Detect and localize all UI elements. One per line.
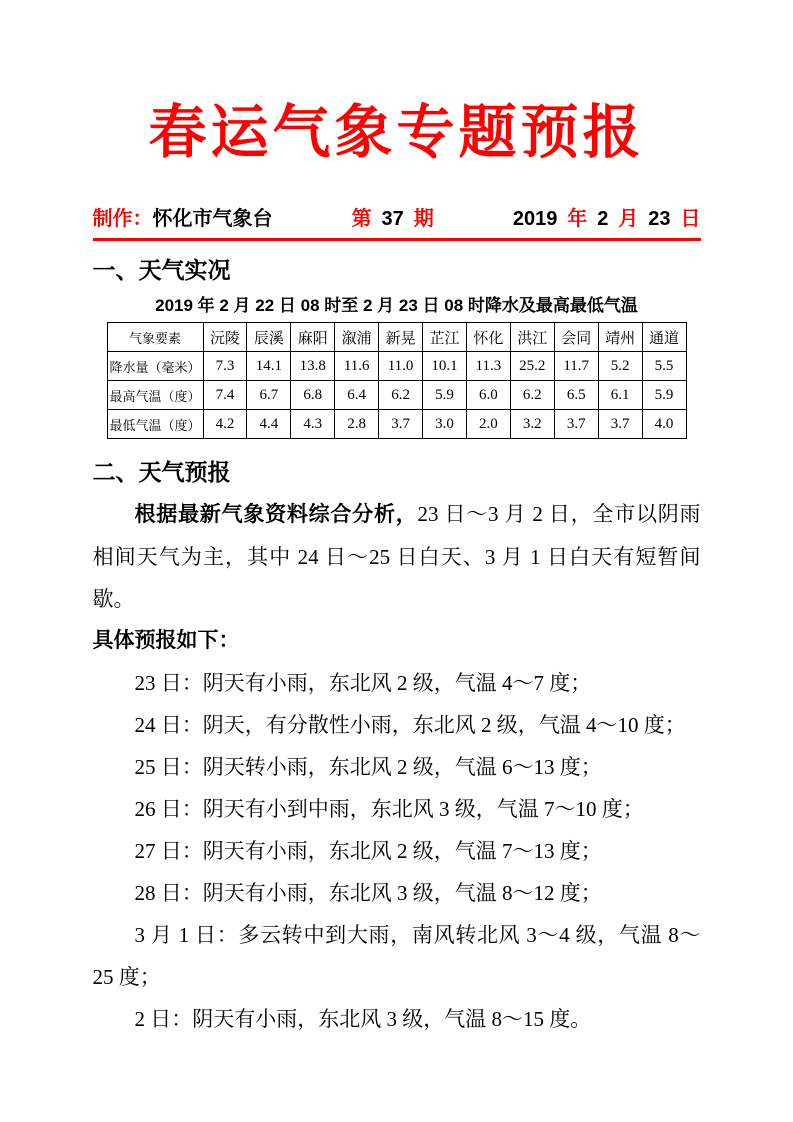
section2-heading: 二、天气预报 bbox=[92, 459, 231, 485]
table-cell: 4.3 bbox=[291, 410, 335, 439]
table-cell: 11.0 bbox=[379, 352, 423, 381]
table-row bbox=[107, 352, 686, 381]
row-label: 最高气温（度） bbox=[107, 381, 203, 410]
forecast-item-mar2: 2 日：阴天有小雨，东北风 3 级，气温 8～15 度。 bbox=[134, 1007, 592, 1031]
forecast-item-25: 25 日：阴天转小雨，东北风 2 级，气温 6～13 度； bbox=[134, 755, 602, 779]
column-header: 通道 bbox=[642, 323, 686, 352]
table-cell: 6.4 bbox=[335, 381, 379, 410]
column-header: 辰溪 bbox=[247, 323, 291, 352]
table-header-row bbox=[107, 323, 686, 352]
red-divider bbox=[93, 238, 701, 241]
table-cell: 6.1 bbox=[598, 381, 642, 410]
document-title: 春运气象专题预报 bbox=[148, 98, 645, 166]
table-cell: 5.9 bbox=[642, 381, 686, 410]
issue-date bbox=[513, 202, 701, 231]
column-header: 会同 bbox=[554, 323, 598, 352]
row-label: 最低气温（度） bbox=[107, 410, 203, 439]
forecast-intro bbox=[93, 493, 701, 620]
issue-prefix: 第 bbox=[351, 208, 372, 230]
forecast-subheading: 具体预报如下： bbox=[92, 629, 240, 652]
table-cell: 6.2 bbox=[379, 381, 423, 410]
forecast-item-27: 27 日：阴天有小雨，东北风 2 级，气温 7～13 度； bbox=[134, 839, 602, 863]
document-page bbox=[93, 0, 701, 1040]
section1-heading: 一、天气实况 bbox=[92, 257, 231, 283]
table-cell: 5.5 bbox=[642, 352, 686, 381]
producer bbox=[93, 202, 273, 231]
date-year-unit: 年 bbox=[567, 208, 588, 230]
issue-num: 37 bbox=[381, 208, 404, 230]
date-month: 2 bbox=[597, 208, 609, 230]
date-month-unit: 月 bbox=[618, 208, 639, 230]
column-header: 新晃 bbox=[379, 323, 423, 352]
table-cell: 3.7 bbox=[598, 410, 642, 439]
table-cell: 2.8 bbox=[335, 410, 379, 439]
table-cell: 14.1 bbox=[247, 352, 291, 381]
column-header: 沅陵 bbox=[203, 323, 247, 352]
producer-name: 怀化市气象台 bbox=[152, 208, 273, 230]
issue-number bbox=[352, 202, 434, 231]
table-cell: 7.3 bbox=[203, 352, 247, 381]
date-year: 2019 bbox=[512, 208, 558, 230]
table-cell: 3.7 bbox=[379, 410, 423, 439]
table-cell: 11.7 bbox=[554, 352, 598, 381]
intro-lead-bold: 根据最新气象资料综合分析， bbox=[134, 503, 418, 526]
forecast-item-26: 26 日：阴天有小到中雨，东北风 3 级，气温 7～10 度； bbox=[134, 797, 644, 821]
column-header: 芷江 bbox=[423, 323, 467, 352]
table-cell: 6.0 bbox=[466, 381, 510, 410]
table-cell: 5.2 bbox=[598, 352, 642, 381]
table-cell: 25.2 bbox=[510, 352, 554, 381]
row-label: 降水量（毫米） bbox=[107, 352, 203, 381]
table-cell: 11.3 bbox=[466, 352, 510, 381]
issue-suffix: 期 bbox=[413, 208, 434, 230]
table-cell: 6.5 bbox=[554, 381, 598, 410]
table-cell: 4.4 bbox=[247, 410, 291, 439]
meta-row bbox=[93, 202, 701, 231]
column-header: 麻阳 bbox=[291, 323, 335, 352]
table-caption: 2019 年 2 月 22 日 08 时至 2 月 23 日 08 时降水及最高最低气温 bbox=[155, 296, 638, 315]
intro-text: 23 日～3 月 2 日，全市以阴雨相间天气为主，其中 24 日～25 日白天、3 月 1 日白天有短暂间歇。 bbox=[92, 502, 701, 611]
column-header: 洪江 bbox=[510, 323, 554, 352]
forecast-item-24: 24 日：阴天，有分散性小雨，东北风 2 级，气温 4～10 度； bbox=[134, 713, 686, 737]
table-cell: 7.4 bbox=[203, 381, 247, 410]
table-row bbox=[107, 381, 686, 410]
table-cell: 10.1 bbox=[423, 352, 467, 381]
table-cell: 3.0 bbox=[423, 410, 467, 439]
column-header: 气象要素 bbox=[107, 323, 203, 352]
date-day: 23 bbox=[648, 208, 671, 230]
table-cell: 4.0 bbox=[642, 410, 686, 439]
weather-table bbox=[107, 322, 687, 439]
table-cell: 6.8 bbox=[291, 381, 335, 410]
column-header: 溆浦 bbox=[335, 323, 379, 352]
table-cell: 11.6 bbox=[335, 352, 379, 381]
table-cell: 6.7 bbox=[247, 381, 291, 410]
table-cell: 3.2 bbox=[510, 410, 554, 439]
table-cell: 4.2 bbox=[203, 410, 247, 439]
column-header: 怀化 bbox=[466, 323, 510, 352]
table-cell: 6.2 bbox=[510, 381, 554, 410]
forecast-item-mar1: 3 月 1 日：多云转中到大雨，南风转北风 3～4 级，气温 8～25 度； bbox=[92, 923, 701, 989]
date-day-unit: 日 bbox=[680, 208, 701, 230]
forecast-item-23: 23 日：阴天有小雨，东北风 2 级，气温 4～7 度； bbox=[134, 671, 592, 695]
forecast-item-28: 28 日：阴天有小雨，东北风 3 级，气温 8～12 度； bbox=[134, 881, 602, 905]
producer-label: 制作： bbox=[92, 208, 153, 230]
column-header: 靖州 bbox=[598, 323, 642, 352]
table-cell: 5.9 bbox=[423, 381, 467, 410]
table-cell: 13.8 bbox=[291, 352, 335, 381]
table-cell: 3.7 bbox=[554, 410, 598, 439]
table-cell: 2.0 bbox=[466, 410, 510, 439]
table-row bbox=[107, 410, 686, 439]
